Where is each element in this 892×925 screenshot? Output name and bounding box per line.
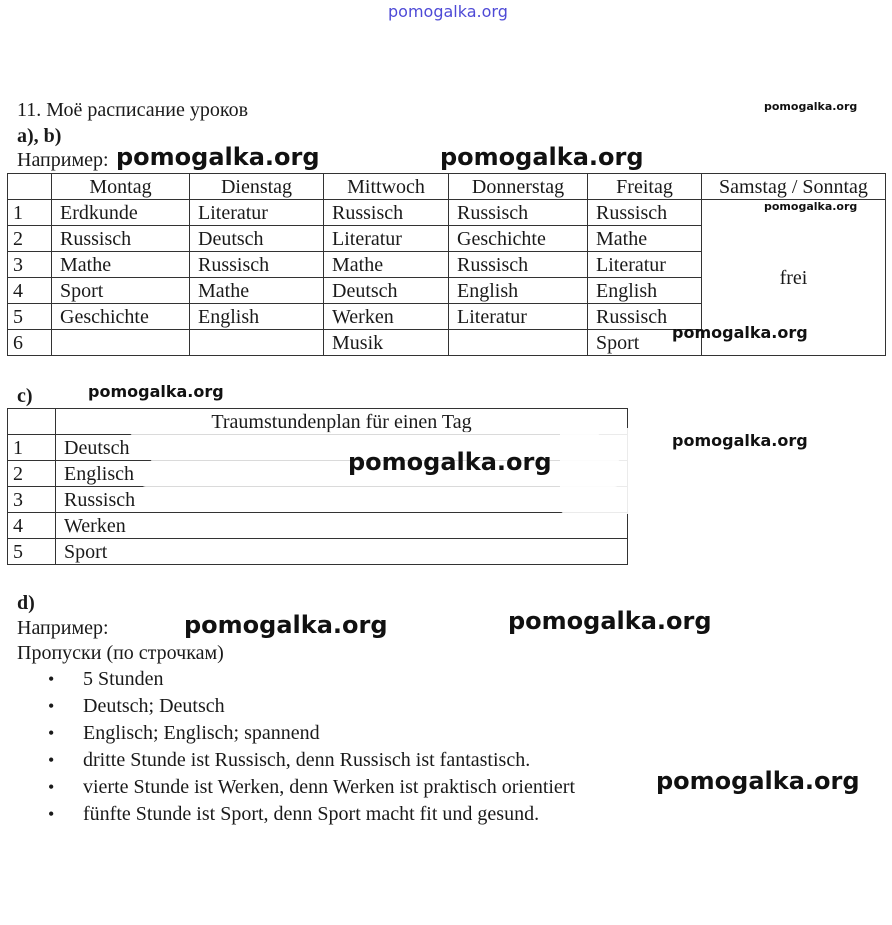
- watermark: pomogalka.org: [88, 382, 224, 401]
- table-cell: Literatur: [588, 252, 702, 278]
- row-number: 1: [8, 200, 52, 226]
- table-cell: Russisch: [52, 226, 190, 252]
- watermark: pomogalka.org: [672, 323, 808, 342]
- table-cell: Russisch: [588, 304, 702, 330]
- table-header-cell: Freitag: [588, 174, 702, 200]
- row-number: 3: [8, 252, 52, 278]
- watermark: pomogalka.org: [184, 611, 388, 639]
- table-cell: Mathe: [190, 278, 324, 304]
- table-cell: English: [588, 278, 702, 304]
- list-item: • 5 Stunden: [40, 666, 575, 693]
- watermark-top: pomogalka.org: [388, 2, 508, 21]
- table-header-row: [8, 409, 628, 435]
- table-header-cell: Traumstundenplan für einen Tag: [56, 409, 628, 435]
- table-header-cell: [8, 409, 56, 435]
- table-header-cell: Samstag / Sonntag: [702, 174, 886, 200]
- row-number: 2: [8, 461, 56, 487]
- table-header-cell: Donnerstag: [449, 174, 588, 200]
- table-cell: Musik: [324, 330, 449, 356]
- table-cell: Deutsch: [190, 226, 324, 252]
- example-label: Например:: [17, 617, 109, 639]
- table-header-cell: Montag: [52, 174, 190, 200]
- watermark: pomogalka.org: [508, 607, 712, 635]
- table-cell: Erdkunde: [52, 200, 190, 226]
- watermark: pomogalka.org: [764, 200, 858, 213]
- table-cell: [449, 330, 588, 356]
- table-cell: Sport: [588, 330, 702, 356]
- gaps-label: Пропуски (по строчкам): [17, 642, 224, 664]
- table-header-cell: [8, 174, 52, 200]
- row-number: 4: [8, 278, 52, 304]
- table-row: [8, 513, 628, 539]
- table-row: [8, 200, 886, 226]
- table-cell: Literatur: [190, 200, 324, 226]
- table-cell: Geschichte: [52, 304, 190, 330]
- table-cell: Mathe: [52, 252, 190, 278]
- row-number: 6: [8, 330, 52, 356]
- list-item: • Englisch; Englisch; spannend: [40, 720, 575, 747]
- weekend-text: frei: [779, 266, 808, 289]
- watermark: pomogalka.org: [440, 143, 644, 171]
- list-item: • vierte Stunde ist Werken, denn Werken ist praktisch orientiert: [40, 774, 575, 801]
- table-cell: Deutsch: [56, 435, 628, 461]
- list-item: • dritte Stunde ist Russisch, denn Russisch ist fantastisch.: [40, 747, 575, 774]
- watermark: pomogalka.org: [764, 100, 858, 113]
- row-number: 2: [8, 226, 52, 252]
- erasure-smudge: [140, 486, 620, 510]
- table-header-cell: Dienstag: [190, 174, 324, 200]
- row-number: 5: [8, 539, 56, 565]
- table-cell: Sport: [56, 539, 628, 565]
- example-label: Например:: [17, 149, 109, 171]
- row-number: 5: [8, 304, 52, 330]
- table-cell: Russisch: [588, 200, 702, 226]
- watermark: pomogalka.org: [116, 143, 320, 171]
- watermark: pomogalka.org: [348, 448, 552, 476]
- section-d-label: d): [17, 592, 35, 614]
- section-ab-label: a), b): [17, 125, 62, 147]
- table-row: [8, 539, 628, 565]
- table-cell: Russisch: [56, 487, 628, 513]
- table-cell: Russisch: [449, 252, 588, 278]
- watermark: pomogalka.org: [656, 767, 860, 795]
- table-header-cell: Mittwoch: [324, 174, 449, 200]
- row-number: 3: [8, 487, 56, 513]
- list-item: • Deutsch; Deutsch: [40, 693, 575, 720]
- table-cell: Mathe: [324, 252, 449, 278]
- table-cell: English: [449, 278, 588, 304]
- table-cell: Mathe: [588, 226, 702, 252]
- row-number: 4: [8, 513, 56, 539]
- list-item: • fünfte Stunde ist Sport, denn Sport macht fit und gesund.: [40, 801, 575, 828]
- table-cell: Werken: [56, 513, 628, 539]
- table-cell: Russisch: [324, 200, 449, 226]
- table-cell: Sport: [52, 278, 190, 304]
- table-cell: Geschichte: [449, 226, 588, 252]
- table-cell: Werken: [324, 304, 449, 330]
- section-c-label: c): [17, 385, 33, 407]
- table-cell: Englisch: [56, 461, 628, 487]
- watermark: pomogalka.org: [672, 431, 808, 450]
- table-cell: Literatur: [324, 226, 449, 252]
- page-title: 11. Моё расписание уроков: [17, 99, 249, 121]
- row-number: 1: [8, 435, 56, 461]
- table-cell: Russisch: [449, 200, 588, 226]
- table-cell: Deutsch: [324, 278, 449, 304]
- table-header-row: [8, 174, 886, 200]
- table-cell: Russisch: [190, 252, 324, 278]
- table-cell: English: [190, 304, 324, 330]
- answer-list: [40, 666, 575, 828]
- table-cell: [52, 330, 190, 356]
- table-cell: Literatur: [449, 304, 588, 330]
- table-cell: [190, 330, 324, 356]
